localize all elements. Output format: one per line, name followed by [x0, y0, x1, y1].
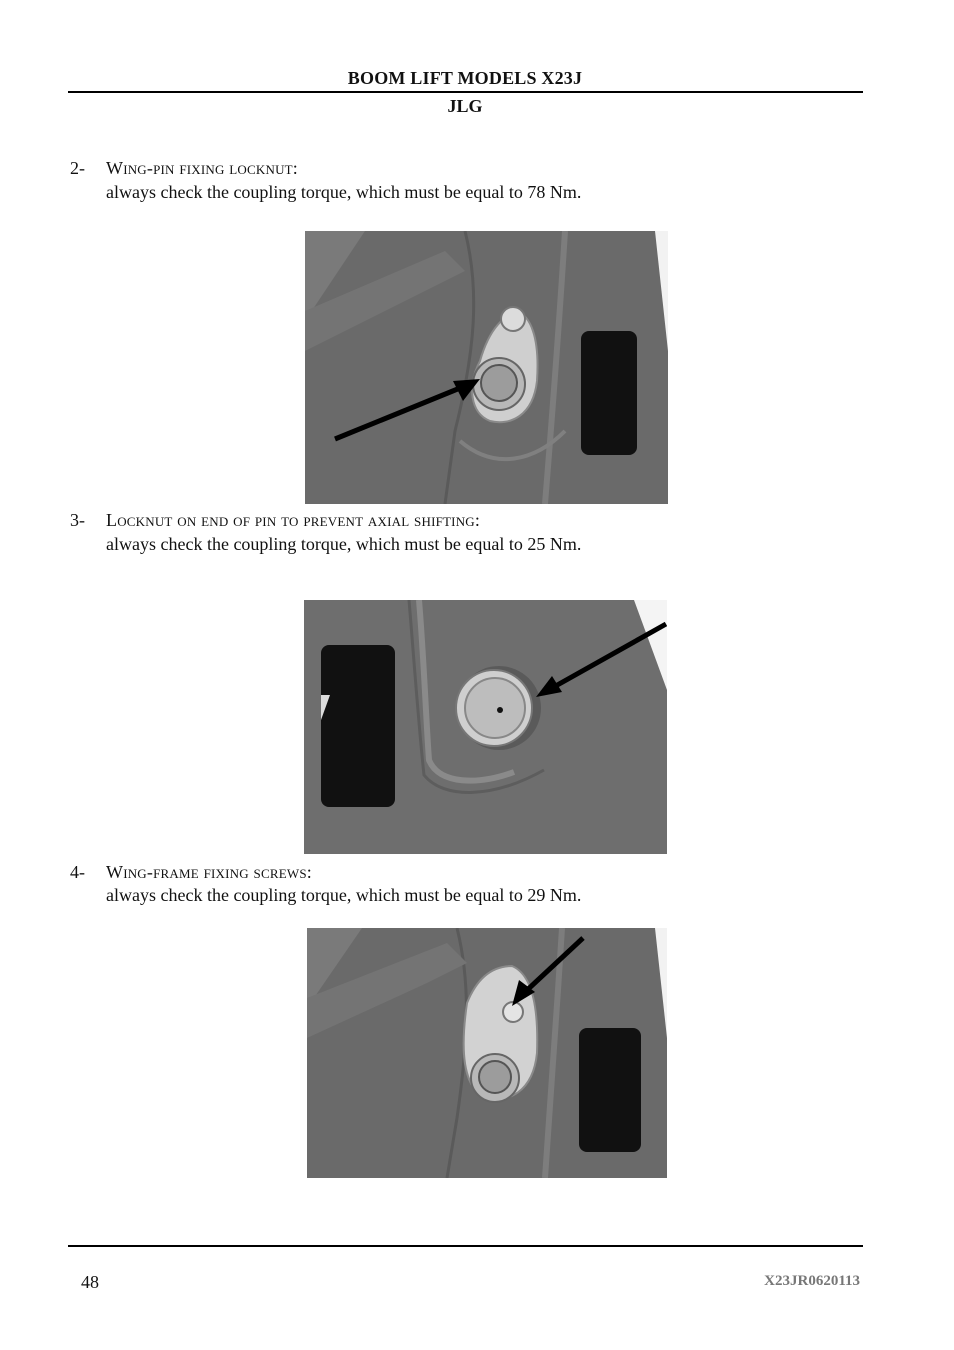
- header-title: BOOM LIFT MODELS X23J: [347, 68, 583, 88]
- item-title: Wing-frame fixing screws:: [106, 862, 312, 882]
- photo-pin-end-locknut: [304, 600, 667, 854]
- item-title: Locknut on end of pin to prevent axial shifting:: [106, 510, 481, 530]
- footer-rule: [68, 1245, 863, 1247]
- photo-wing-frame-screws: [307, 928, 667, 1178]
- photo-wing-pin-locknut: [305, 231, 668, 504]
- item-text: always check the coupling torque, which must be equal to 78 Nm.: [106, 182, 582, 202]
- page-number: 48: [81, 1272, 99, 1292]
- item-text: always check the coupling torque, which must be equal to 29 Nm.: [106, 885, 582, 905]
- document-code: X23JR0620113: [764, 1273, 860, 1289]
- header-rule: [68, 91, 863, 93]
- item-number: 3-: [70, 510, 85, 530]
- item-title: Wing-pin fixing locknut:: [106, 158, 298, 178]
- item-text: always check the coupling torque, which must be equal to 25 Nm.: [106, 534, 582, 554]
- item-number: 4-: [70, 862, 85, 882]
- item-number: 2-: [70, 158, 85, 178]
- header-brand: JLG: [447, 96, 483, 116]
